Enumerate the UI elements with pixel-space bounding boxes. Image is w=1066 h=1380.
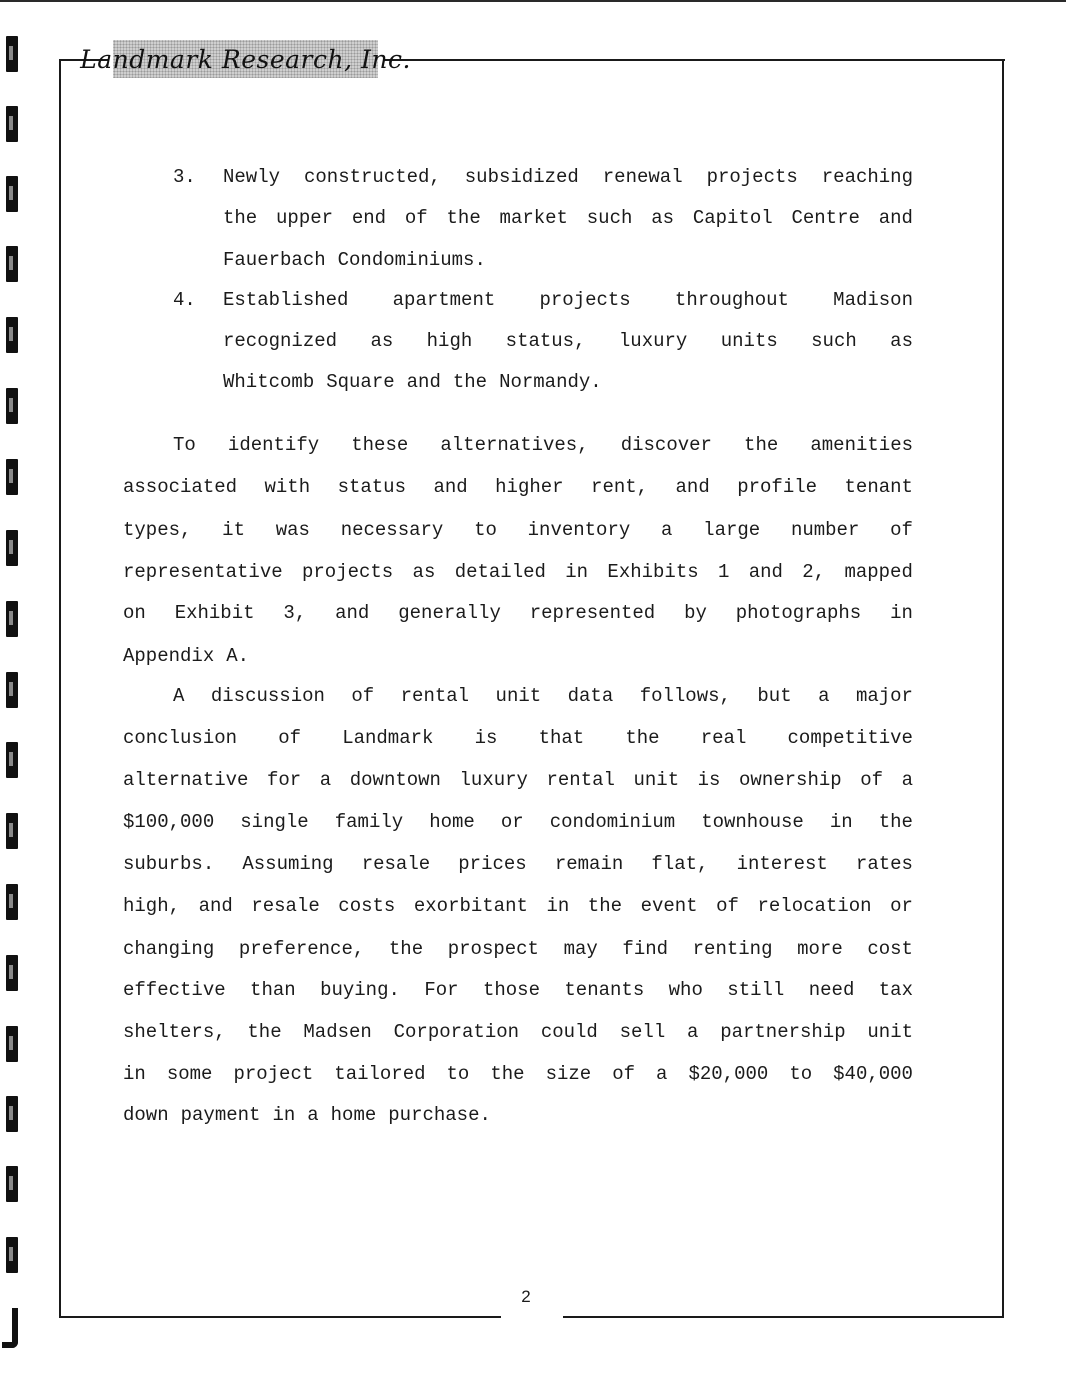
binding-hook bbox=[2, 1308, 18, 1348]
text-line: suburbs. Assuming resale prices remain flat, interest rates bbox=[123, 853, 913, 875]
text-line: Whitcomb Square and the Normandy. bbox=[223, 371, 602, 393]
frame-top-right bbox=[383, 59, 1005, 61]
text-line: A discussion of rental unit data follows, but a major bbox=[173, 685, 913, 707]
text-line: the upper end of the market such as Capitol Centre and bbox=[223, 207, 913, 229]
binding-mark bbox=[6, 388, 18, 424]
text-line: Fauerbach Condominiums. bbox=[223, 249, 486, 271]
binding-mark bbox=[6, 1096, 18, 1132]
frame-left bbox=[59, 59, 61, 1318]
text-line: types, it was necessary to inventory a large number of bbox=[123, 519, 913, 541]
binding-mark bbox=[6, 1166, 18, 1202]
text-line: associated with status and higher rent, and profile tenant bbox=[123, 476, 913, 498]
binding-mark bbox=[6, 884, 18, 920]
binding-mark bbox=[6, 317, 18, 353]
page-top-rule bbox=[0, 0, 1066, 2]
letterhead-logo bbox=[80, 40, 411, 78]
text-line: recognized as high status, luxury units such as bbox=[223, 330, 913, 352]
text-line: conclusion of Landmark is that the real competitive bbox=[123, 727, 913, 749]
frame-bottom-left bbox=[59, 1316, 501, 1318]
binding-mark bbox=[6, 176, 18, 212]
list-item-number: 4. bbox=[173, 289, 196, 311]
text-line: $100,000 single family home or condominium townhouse in the bbox=[123, 811, 913, 833]
logo-text: Landmark Research, Inc. bbox=[80, 44, 411, 74]
text-line: representative projects as detailed in Exhibits 1 and 2, mapped bbox=[123, 561, 913, 583]
text-line: Newly constructed, subsidized renewal projects reaching bbox=[223, 166, 913, 188]
binding-mark bbox=[6, 530, 18, 566]
list-item-number: 3. bbox=[173, 166, 196, 188]
text-line: high, and resale costs exorbitant in the event of relocation or bbox=[123, 895, 913, 917]
text-line: Appendix A. bbox=[123, 645, 250, 667]
binding-mark bbox=[6, 459, 18, 495]
binding-mark bbox=[6, 742, 18, 778]
page-number: 2 bbox=[521, 1287, 531, 1306]
binding-mark bbox=[6, 36, 18, 72]
binding-mark bbox=[6, 955, 18, 991]
binding-mark bbox=[6, 246, 18, 282]
frame-right bbox=[1002, 59, 1004, 1318]
text-line: effective than buying. For those tenants who still need tax bbox=[123, 979, 913, 1001]
binding-mark bbox=[6, 813, 18, 849]
text-line: shelters, the Madsen Corporation could sell a partnership unit bbox=[123, 1021, 913, 1043]
text-line: on Exhibit 3, and generally represented by photographs in bbox=[123, 602, 913, 624]
text-line: in some project tailored to the size of a $20,000 to $40,000 bbox=[123, 1063, 913, 1085]
binding-mark bbox=[6, 601, 18, 637]
text-line: Established apartment projects throughout Madison bbox=[223, 289, 913, 311]
text-line: down payment in a home purchase. bbox=[123, 1104, 491, 1126]
binding-mark bbox=[6, 1026, 18, 1062]
text-line: alternative for a downtown luxury rental unit is ownership of a bbox=[123, 769, 913, 791]
text-line: changing preference, the prospect may find renting more cost bbox=[123, 938, 913, 960]
binding-mark bbox=[6, 672, 18, 708]
text-line: To identify these alternatives, discover the amenities bbox=[173, 434, 913, 456]
binding-mark bbox=[6, 106, 18, 142]
binding-mark bbox=[6, 1237, 18, 1273]
frame-bottom-right bbox=[563, 1316, 1003, 1318]
